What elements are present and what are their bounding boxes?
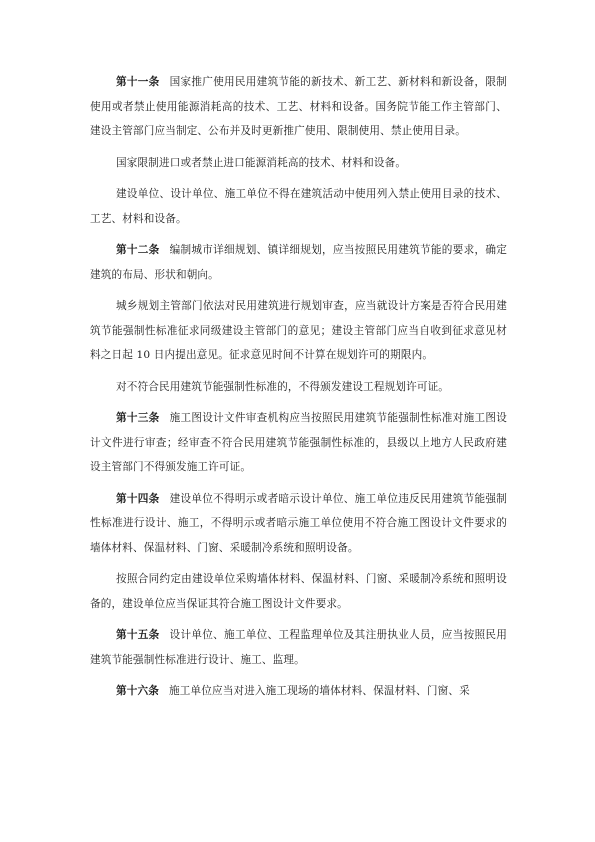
paragraph — [90, 567, 507, 616]
paragraph-text: 建设单位不得明示或者暗示设计单位、施工单位违反民用建筑节能强制性标准进行设计、施工，不得明示或者暗示施工单位使用不符合施工图设计文件要求的墙体材料、保温材料、门窗、采暖制冷系统和照明设备。 — [90, 492, 507, 554]
paragraph-text: 国家推广使用民用建筑节能的新技术、新工艺、新材料和新设备，限制使用或者禁止使用能源消耗高的技术、工艺、材料和设备。国务院节能工作主管部门、建设主管部门应当制定、公布并及时更新推广使用、限制使用、禁止使用目录。 — [90, 76, 507, 137]
paragraph-text: 建设单位、设计单位、施工单位不得在建筑活动中使用列入禁止使用目录的技术、工艺、材料和设备。 — [90, 188, 507, 225]
article-number: 第十六条 — [116, 685, 159, 697]
article-number: 第十一条 — [116, 76, 160, 88]
paragraph — [90, 182, 507, 231]
paragraph-text: 按照合同约定由建设单位采购墙体材料、保温材料、门窗、采暖制冷系统和照明设备的，建设单位应当保证其符合施工图设计文件要求。 — [90, 573, 507, 610]
paragraph-text: 城乡规划主管部门依法对民用建筑进行规划审查，应当就设计方案是否符合民用建筑节能强制性标准征求同级建设主管部门的意见；建设主管部门应当自收到征求意见材料之日起 10 日内提出意见。征求意见时间不计算在规划许可的期限内。 — [90, 300, 507, 361]
paragraph-text: 施工图设计文件审查机构应当按照民用建筑节能强制性标准对施工图设计文件进行审查；经审查不符合民用建筑节能强制性标准的，县级以上地方人民政府建设主管部门不得颁发施工许可证。 — [90, 412, 507, 473]
article-number: 第十四条 — [116, 492, 160, 505]
paragraph-article-15 — [90, 623, 507, 672]
paragraph-article-11 — [90, 70, 507, 144]
paragraph-article-12 — [90, 238, 507, 287]
paragraph — [90, 294, 507, 368]
paragraph-text: 设计单位、施工单位、工程监理单位及其注册执业人员，应当按照民用建筑节能强制性标准进行设计、施工、监理。 — [90, 629, 507, 666]
article-number: 第十五条 — [116, 629, 160, 641]
paragraph-text: 国家限制进口或者禁止进口能源消耗高的技术、材料和设备。 — [116, 156, 407, 169]
paragraph-article-13 — [90, 406, 507, 480]
article-number: 第十三条 — [116, 412, 160, 424]
paragraph — [90, 151, 507, 176]
document-page — [90, 70, 507, 711]
paragraph-text: 对不符合民用建筑节能强制性标准的，不得颁发建设工程规划许可证。 — [116, 380, 450, 393]
paragraph-article-16 — [90, 679, 507, 704]
paragraph-text: 施工单位应当对进入施工现场的墙体材料、保温材料、门窗、采 — [168, 685, 470, 697]
paragraph-article-14 — [90, 487, 507, 561]
paragraph-text: 编制城市详细规划、镇详细规划，应当按照民用建筑节能的要求，确定建筑的布局、形状和朝向。 — [90, 244, 507, 281]
paragraph — [90, 375, 507, 400]
article-number: 第十二条 — [116, 244, 160, 256]
